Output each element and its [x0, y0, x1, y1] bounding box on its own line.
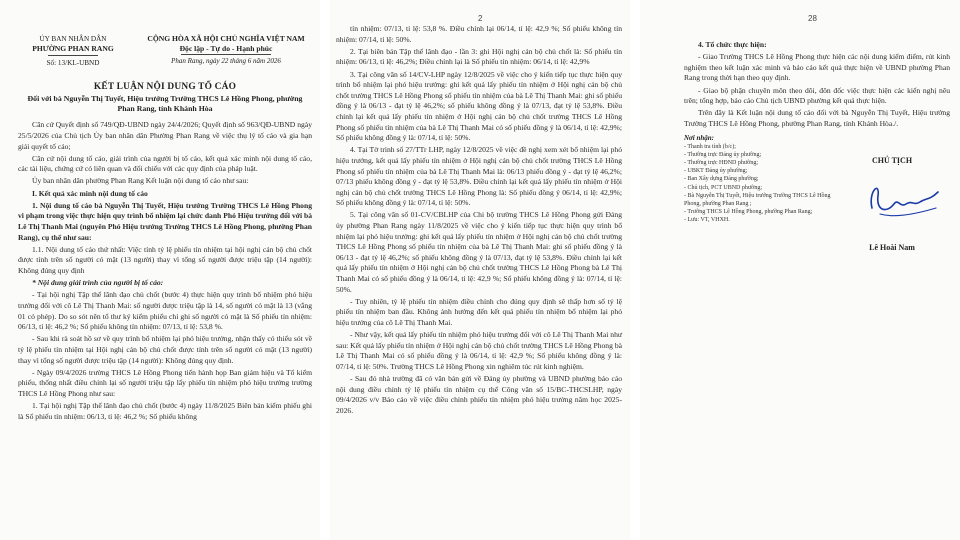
country-name: CỘNG HÒA XÃ HỘI CHỦ NGHĨA VIỆT NAM — [147, 34, 305, 43]
paragraph: - Tại hội nghị Tập thể lãnh đạo chủ chốt (bước 4) thực hiện quy trình bổ nhiệm phó hiệu trưởng đối với cô Lê Thị Thanh Mai: số người được triệu tập là 14, số người có mặt là 13 (vắng 01 có phép). Do so sót nên tổ thư ký kiểm phiếu chỉ ghi số người có mặt là Số phiếu tín nhiệm: 06/13, tỉ lệ: 46,2 %; Số phiếu không tín nhiệm: 07/13, tỉ lệ: 53,8 %. — [18, 290, 312, 332]
paragraph: Căn cứ nội dung tố cáo, giải trình của người bị tố cáo, kết quả xác minh nội dung tố cáo, các tài liệu, chứng cứ có liên quan và đối chiếu với các quy định của pháp luật. — [18, 153, 312, 174]
handwritten-signature-icon — [864, 174, 944, 224]
document-page-3 — [640, 0, 960, 540]
recipient: - UBKT Đảng ủy phường; — [684, 168, 748, 175]
document-page-2 — [330, 0, 630, 540]
paragraph: - Giao bộ phận chuyên môn theo dõi, đôn đốc việc thực hiện các kiến nghị nêu trên; tổng hợp, báo cáo Chủ tịch UBND phường kết quả thực hiện. — [684, 85, 950, 106]
signer-role: CHỦ TỊCH — [871, 155, 913, 165]
place-date: Phan Rang, ngày 22 tháng 6 năm 2026 — [171, 57, 281, 65]
paragraph: - Ngày 09/4/2026 trường THCS Lê Hồng Phong tiến hành họp Ban giám hiệu và Tổ kiểm phiếu, thống nhất điều chỉnh lại số người triệu tập lấy phiếu tín nhiệm phó hiệu trưởng trường THCS Lê Hồng Phong như sau: — [18, 367, 312, 398]
divider — [181, 54, 271, 55]
paragraph: - Giao Trường THCS Lê Hồng Phong thực hiện các nội dung kiểm điểm, rút kinh nghiệm theo kết luận xác minh và báo cáo kết quả thực hiện về UBND phường Phan Rang trong thời hạn theo quy định. — [684, 52, 950, 83]
recipient: - Chủ tịch, PCT UBND phường; — [684, 184, 762, 191]
paragraph: Trên đây là Kết luận nội dung tố cáo đối với bà Nguyễn Thị Tuyết, Hiệu trưởng Trường THCS Lê Hồng Phong, phường Phan Rang, tỉnh Khánh Hòa./. — [684, 108, 950, 128]
paragraph: 2. Tại biên bản Tập thể lãnh đạo - lần 3: ghi Hội nghị cán bộ chủ chốt là: Số phiếu tín nhiệm: 06/13, tỉ lệ: 46,2%; Điều chỉnh lại là Số phiếu tín nhiệm: 06/14, tỉ lệ: 42,9% — [336, 46, 622, 67]
paragraph: Căn cứ Quyết định số 749/QĐ-UBND ngày 24/4/2026; Quyết định số 963/QĐ-UBND ngày 25/5/2026 của Chủ tịch Ủy ban nhân dân Phường Phan Rang về việc thụ lý tố cáo và gia hạn giải quyết tố cáo; — [18, 120, 312, 151]
recipient: - Bà Nguyễn Thị Tuyết, Hiệu trưởng Trường THCS Lê Hồng Phong, phường Phan Rang ; — [684, 192, 831, 207]
agency-line-2: PHƯỜNG PHAN RANG — [32, 44, 114, 53]
recipient: - Trường THCS Lê Hồng Phong, phường Phan Rang; — [684, 209, 813, 216]
recipients-title: Nơi nhận: — [684, 133, 715, 142]
paragraph: - Như vậy, kết quả lấy phiếu tín nhiệm phó hiệu trưởng đối với cô Lê Thị Thanh Mai như sau: Kết quả lấy phiếu tín nhiệm ở Hội nghị cán bộ chủ chốt trường THCS Lê Hồng Phong bà Lê Thị Thanh Mai có số phiếu đồng ý là 06/14, tỉ lệ: 42,9 %; Số phiếu không đồng ý là: 07/14, tỉ lệ: 50%. Trường THCS Lê Hồng Phong xin nghiêm túc rút kinh nghiệm. — [336, 330, 622, 371]
subheading: * Nội dung giải trình của người bị tố cáo: — [32, 278, 164, 288]
paragraph: 4. Tại Tờ trình số 27/TTr LHP, ngày 12/8/2025 về việc đề nghị xem xét bổ nhiệm lại phó hiệu trưởng, kết quả lấy phiếu tín nhiệm ở Hội nghị cán bộ chủ chốt trường THCS Lê Hồng Phong số phiếu tín nhiệm của bà Lê Thị Thanh Mai là: 06/13 phiếu đồng ý - đạt tỷ lệ 46,2%; 07/13 phiếu không đồng ý - đạt tỷ lệ 53,8%. Điều chỉnh lại kết quả lấy phiếu tín nhiệm ở Hội nghị cán bộ chủ chốt trường THCS Lê Hồng Phong là: Số phiếu đồng ý 06/14, tỉ lệ: 42,9%; Số phiếu không đồng ý là: 07/14, tỉ lệ: 50%. — [336, 145, 622, 208]
motto: Độc lập - Tự do - Hạnh phúc — [179, 43, 273, 53]
paragraph: 3. Tại công văn số 14/CV-LHP ngày 12/8/2025 về việc cho ý kiến tiếp tục thực hiện quy trình bổ nhiệm lại phó hiệu trưởng: ghi kết quả lấy phiếu tín nhiệm ở Hội nghị cán bộ chủ chốt trường THCS Lê Hồng Phong số phiếu tín nhiệm của bà Lê Thị Thanh Mai: ghi số phiếu đồng ý là 06/13 - đạt tỷ lệ 46,2%; số phiếu không đồng ý là 07/13, đạt tỷ lệ 53,8%. Điều chỉnh lại kết quả lấy phiếu tín nhiệm ở Hội nghị cán bộ chủ chốt trường THCS Lê Hồng Phong số phiếu tín nhiệm của bà Lê Thị Thanh Mai có số phiếu đồng ý là 06/14, tỉ lệ: 42,9%; Số phiếu không đồng ý là: 07/14, tỉ lệ: 50%. — [336, 69, 622, 143]
signer-name: Lê Hoài Nam — [869, 242, 915, 252]
signature-block — [684, 134, 950, 252]
issuing-agency — [18, 34, 128, 68]
signer — [834, 134, 950, 252]
paragraph: 1.1. Nội dung tố cáo thứ nhất: Việc tính tỷ lệ phiếu tín nhiệm tại hội nghị cán bộ chủ chốt được tính trên số người có mặt (13 người) thay vì tổng số người được triệu tập (14 người): Không đúng quy định — [18, 244, 312, 275]
national-motto — [140, 34, 312, 68]
paragraph: - Tuy nhiên, tỷ lệ phiếu tín nhiệm điều chỉnh cho đúng quy định sẽ thấp hơn số tỷ lệ phiếu tín nhiệm ban đầu. Không ảnh hưởng đến kết quả phiếu tín nhiệm bổ nhiệm lại phó hiệu trưởng của cô Lê Thị Thanh Mai. — [336, 296, 622, 327]
paragraph: 1. Tại hội nghị Tập thể lãnh đạo chủ chốt (bước 4) ngày 11/8/2025 Biên bản kiểm phiếu ghi là Số phiếu tín nhiệm: 06/13, tỉ lệ: 46,2 %; Số phiếu không — [18, 401, 312, 421]
recipient: - Thanh tra tỉnh (b/c); — [684, 143, 736, 150]
recipient: - Lưu: VT, VHXH. — [684, 217, 730, 224]
section-heading: 4. Tổ chức thực hiện: — [698, 40, 767, 49]
paragraph: tín nhiệm: 07/13, tỉ lệ: 53,8 %. Điều chỉnh lại 06/14, tỉ lệ: 42,9 %; Số phiếu không tín nhiệm: 07/14, tỉ lệ: 50%. — [336, 24, 622, 44]
recipient: - Thường trực Đảng ủy phường; — [684, 151, 762, 158]
document-subtitle: Đối với bà Nguyễn Thị Tuyết, Hiệu trưởng Trường THCS Lê Hồng Phong, phường Phan Rang, tỉnh Khánh Hòa — [27, 93, 303, 113]
page-number: 28 — [808, 14, 817, 23]
paragraph: - Sau khi rà soát hồ sơ về quy trình bổ nhiệm lại phó hiệu trưởng, nhận thấy có thiếu sót về tỷ lệ phiếu tín nhiệm tại Hội nghị cán bộ chủ chốt được tính trên số người có mặt (13 người) thay vì tổng số người được triệu tập (14 người): Không đúng quy định. — [18, 334, 312, 365]
divider — [48, 55, 98, 56]
document-title: KẾT LUẬN NỘI DUNG TỐ CÁO — [93, 81, 237, 92]
recipient: - Ban Xây dựng Đảng phường; — [684, 176, 759, 183]
page-number: 2 — [478, 14, 483, 23]
paragraph: 5. Tại công văn số 01-CV/CBLHP của Chi bộ trường THCS Lê Hồng Phong gửi Đảng ủy phường Phan Rang ngày 11/8/2025 về việc cho ý kiến tiếp tục thực hiện quy trình bổ nhiệm lại phó hiệu trưởng: ghi kết quả lấy phiếu tín nhiệm ở Hội nghị cán bộ chủ chốt trường THCS Lê Hồng Phong số phiếu tín nhiệm của bà Lê Thị Thanh Mai: ghi số phiếu đồng ý là 06/13 - đạt tỷ lệ 46,2%; số phiếu không đồng ý là 07/13, đạt tỷ lệ 53,8%. Điều chỉnh lại kết quả lấy phiếu tín nhiệm ở Hội nghị cán bộ chủ chốt trường THCS Lê Hồng Phong bà Lê Thị Thanh Mai có số phiếu đồng ý là 06/14, tỉ lệ: 42,9 %; Số phiếu không đồng ý là: 07/14, tỉ lệ: 50%. — [336, 210, 622, 294]
agency-line-1: ỦY BAN NHÂN DÂN — [39, 35, 107, 43]
paragraph: 1. Nội dung tố cáo bà Nguyễn Thị Tuyết, Hiệu trưởng Trường THCS Lê Hồng Phong vi phạm trong việc thực hiện quy trình bổ nhiệm lại chức danh Phó Hiệu trưởng đối với bà Lê Thị Thanh Mai (nguyên Phó Hiệu trưởng Trường THCS Lê Hồng Phong, phường Phan Rang), cụ thể như sau: — [18, 200, 312, 242]
paragraph: Ủy ban nhân dân phường Phan Rang Kết luận nội dung tố cáo như sau: — [32, 176, 249, 186]
document-header — [18, 34, 312, 68]
document-page-1 — [0, 0, 320, 540]
recipient: - Thường trực HĐND phường; — [684, 159, 758, 166]
section-heading: I. Kết quả xác minh nội dung tố cáo — [32, 188, 148, 198]
document-number: Số: 13/KL-UBND — [46, 58, 100, 67]
paragraph: - Sau đó nhà trường đã có văn bản gửi về Đảng ủy phường và UBND phường báo cáo nội dung điều chỉnh tỷ lệ phiếu tín nhiệm cụ thể Công văn số 15/BC-THCSLHP, ngày 09/4/2026 v/v Báo cáo về việc điều chỉnh phiếu tín nhiệm phó hiệu trưởng năm học 2025-2026. — [336, 374, 622, 415]
recipients-list — [684, 134, 834, 252]
